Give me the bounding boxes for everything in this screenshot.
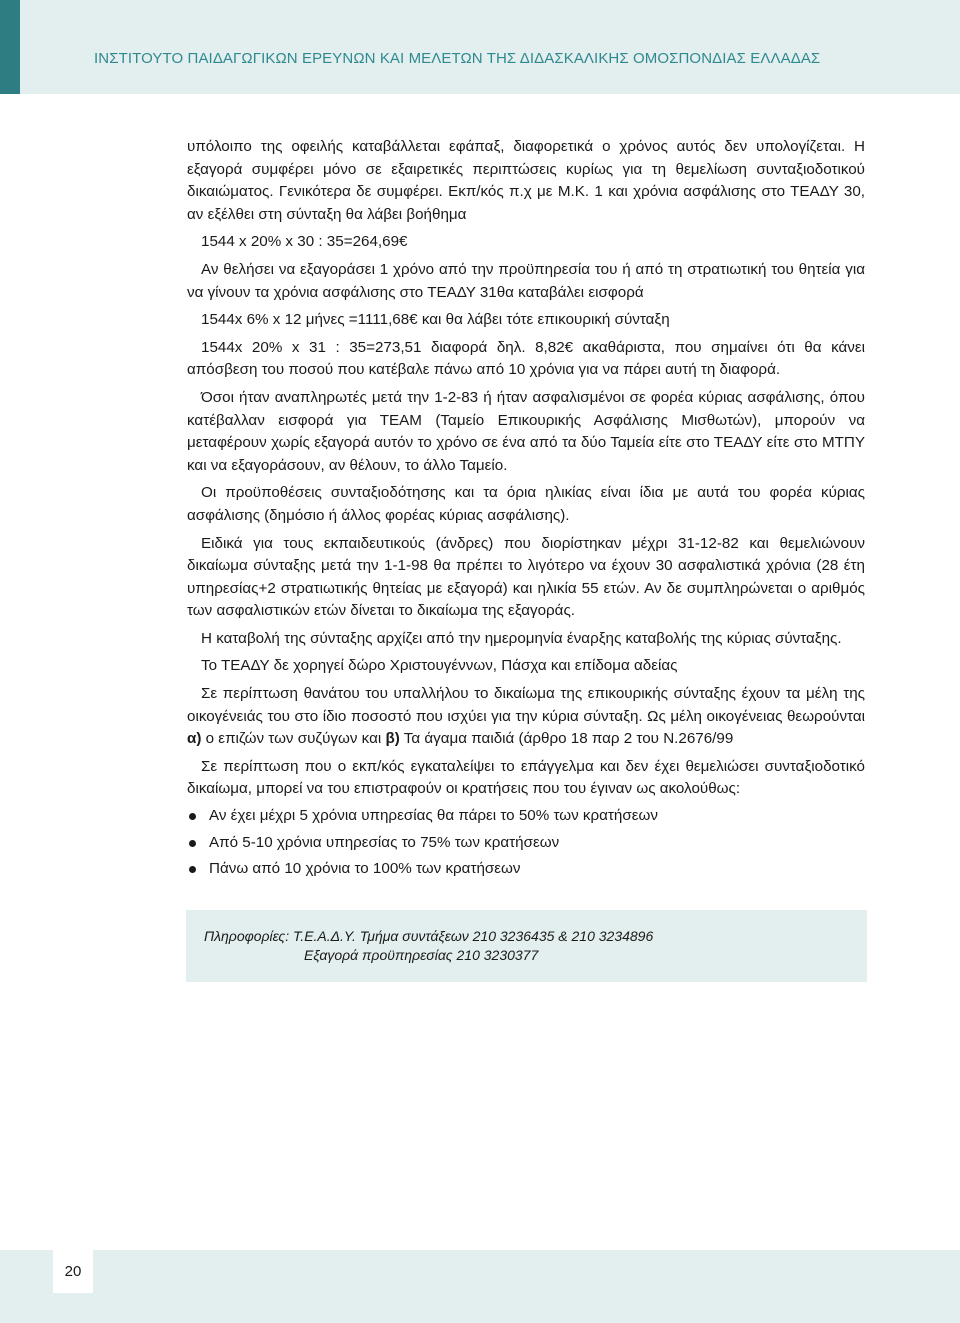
bullet-icon: [189, 866, 196, 873]
bullet-item: [187, 832, 865, 855]
paragraph-8: [187, 683, 865, 751]
info-box: [186, 910, 867, 982]
paragraph-8-alpha: α): [187, 730, 202, 748]
formula-1: 1544 x 20% x 30 : 35=264,69€: [201, 233, 408, 251]
header-band: [0, 0, 960, 94]
bullet-item: [187, 805, 865, 828]
paragraph-8-text-c: Τα άγαμα παιδιά (άρθρο 18 παρ 2 του Ν.2676/99: [403, 730, 734, 748]
page-number: 20: [53, 1250, 93, 1293]
header-accent-bar: [0, 0, 20, 94]
bullet-item: [187, 858, 865, 881]
bullet-icon: [189, 840, 196, 847]
footer-band: [0, 1250, 960, 1323]
formula-2: 1544x 6% x 12 μήνες =1111,68€ και θα λάβει τότε επικουρική σύνταξη: [201, 311, 670, 329]
paragraph-8-beta: β): [385, 730, 400, 748]
bullet-icon: [189, 813, 196, 820]
paragraph-3: Όσοι ήταν αναπληρωτές μετά την 1-2-83 ή ήταν ασφαλισμένοι σε φορέα κύριας ασφάλισης, όπου κατέβαλλαν εισφορά για ΤΕΑΜ (Ταμείο Επικουρικής Ασφάλισης Μισθωτών), μπορούν να μεταφέρουν χωρίς εξαγορά αυτόν το χρόνο σε ένα από τα δύο Ταμεία είτε στο ΤΕΑΔΥ είτε στο ΜΤΠΥ και να εξαγοράσουν, αν θέλουν, το άλλο Ταμείο.: [187, 388, 865, 474]
bullet-text: Πάνω από 10 χρόνια το 100% των κρατήσεων: [209, 860, 521, 878]
paragraph-6: Η καταβολή της σύνταξης αρχίζει από την ημερομηνία έναρξης καταβολής της κύριας σύνταξης.: [201, 629, 842, 647]
body-text: [187, 136, 865, 885]
header-title: ΙΝΣΤΙΤΟΥΤΟ ΠΑΙΔΑΓΩΓΙΚΩΝ ΕΡΕΥΝΩΝ ΚΑΙ ΜΕΛΕΤΩΝ ΤΗΣ ΔΙΔΑΣΚΑΛΙΚΗΣ ΟΜΟΣΠΟΝΔΙΑΣ ΕΛΛΑΔΑΣ: [94, 50, 821, 67]
formula-3: 1544x 20% x 31 : 35=273,51 διαφορά δηλ. 8,82€ ακαθάριστα, που σημαίνει ότι θα κάνει απόσβεση του ποσού που κατέβαλε πάνω από 10 χρόνια για να πάρει αυτή τη διαφορά.: [187, 338, 865, 379]
info-line-1: Πληροφορίες: Τ.Ε.Α.Δ.Υ. Τμήμα συντάξεων 210 3236435 & 210 3234896: [204, 928, 654, 944]
bullet-text: Αν έχει μέχρι 5 χρόνια υπηρεσίας θα πάρει το 50% των κρατήσεων: [209, 807, 658, 825]
paragraph-8-text-b: ο επιζών των συζύγων και: [205, 730, 382, 748]
paragraph-7: Το ΤΕΑΔΥ δε χορηγεί δώρο Χριστουγέννων, Πάσχα και επίδομα αδείας: [201, 657, 678, 675]
info-line-2: Εξαγορά προϋπηρεσίας 210 3230377: [304, 947, 539, 963]
paragraph-4: Οι προϋποθέσεις συνταξιοδότησης και τα όρια ηλικίας είναι ίδια με αυτά του φορέα κύριας ασφάλισης (δημόσιο ή άλλος φορέας κύριας ασφάλισης).: [187, 484, 865, 524]
paragraph-9: Σε περίπτωση που ο εκπ/κός εγκαταλείψει το επάγγελμα και δεν έχει θεμελιώσει συνταξιοδοτικό δικαίωμα, μπορεί να του επιστραφούν οι κρατήσεις που του έγιναν ως ακολούθως:: [187, 757, 865, 798]
bullet-list: [187, 805, 865, 881]
paragraph-5: Ειδικά για τους εκπαιδευτικούς (άνδρες) που διορίστηκαν μέχρι 31-12-82 και θεμελιώνουν δικαίωμα σύνταξης μετά την 1-1-98 θα πρέπει το λιγότερο να έχουν 30 ασφαλιστικά χρόνια (28 έτη υπηρεσίας+2 στρατιωτικής θητείας με εξαγορά) και ηλικία 55 ετών. Αν δε συμπληρώνεται ο αριθμός των ασφαλιστικών ετών δίνεται το δικαίωμα της εξαγοράς.: [187, 534, 865, 620]
paragraph-8-text-a: Σε περίπτωση θανάτου του υπαλλήλου το δικαίωμα της επικουρικής σύνταξης έχουν τα μέλη της οικογένειάς του στο ίδιο ποσοστό που ισχύει για την κύρια σύνταξη. Ως μέλη οικογένειας θεωρούνται: [187, 685, 865, 725]
paragraph-1: υπόλοιπο της οφειλής καταβάλλεται εφάπαξ, διαφορετικά ο χρόνος αυτός δεν υπολογίζεται. Η εξαγορά συμφέρει μόνο σε εξαιρετικές περιπτώσεις κυρίως για τη θεμελίωση συνταξιοδοτικού δικαιώματος. Γενικότερα δε συμφέρει. Εκπ/κός π.χ με Μ.Κ. 1 και χρόνια ασφάλισης στο ΤΕΑΔΥ 30, αν εξέλθει στη σύνταξη θα λάβει βοήθημα: [187, 138, 865, 223]
bullet-text: Από 5-10 χρόνια υπηρεσίας το 75% των κρατήσεων: [209, 833, 560, 851]
paragraph-2: Αν θελήσει να εξαγοράσει 1 χρόνο από την προϋπηρεσία του ή από τη στρατιωτική του θητεία για να γίνουν τα χρόνια ασφάλισης στο ΤΕΑΔΥ 31θα καταβάλει εισφορά: [187, 260, 865, 301]
